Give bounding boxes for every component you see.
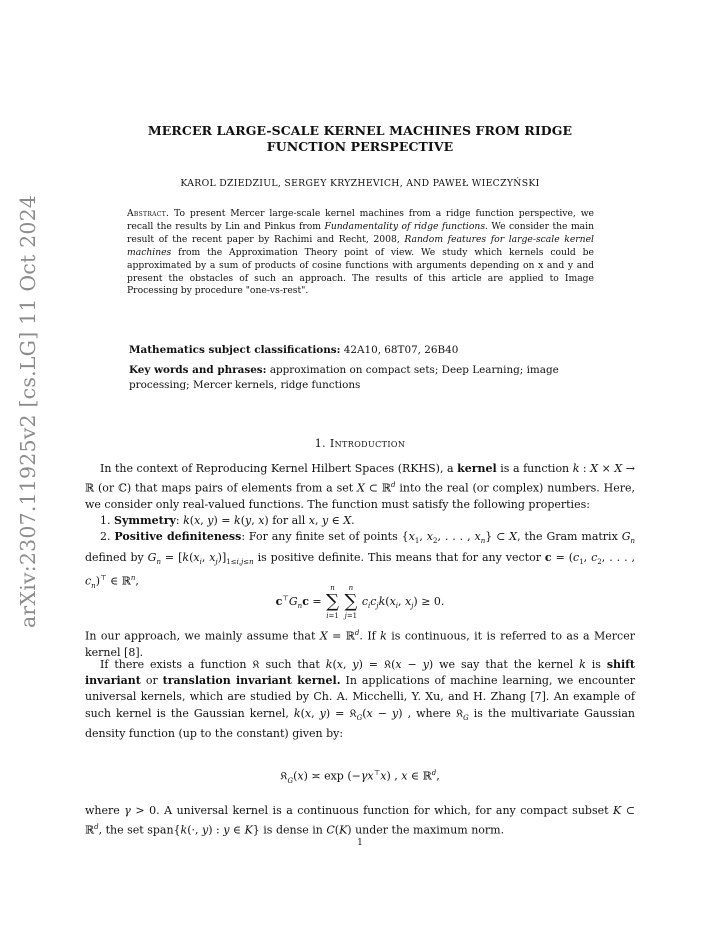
abstract-italic-title-2: Random features for large-scale kernel machines [127, 233, 594, 258]
arxiv-identifier[interactable]: arXiv:2307.11925v2 [cs.LG] 11 Oct 2024 [16, 194, 40, 628]
msc-value: 42A10, 68T07, 26B40 [343, 344, 459, 356]
sum-symbol-i: n ∑ i=1 [326, 584, 339, 620]
title-line-2: FUNCTION PERSPECTIVE [266, 139, 454, 154]
keywords-value: approximation on compact sets; Deep Learning; image processing; Mercer kernels, ridge functions [129, 364, 559, 391]
abstract-italic-title-1: Fundamentality of ridge functions. [324, 220, 488, 232]
paper-title [85, 123, 635, 155]
subject-classification [129, 343, 599, 358]
abstract [127, 208, 594, 298]
intro-paragraph-3: If there exists a function 𝔎 such that k(x, y) = 𝔎(x − y) we say that the kernel k is shift invariant or translation invariant kernel. In applications of machine learning, we encounter universal kernels, which are studied by Ch. A. Micchelli, Y. Xu, and H. Zhang [7]. An example of such kernel is the Gaussian kernel, k(x, y) = 𝔎$_G$(x − y) , where 𝔎$_G$ is the multivariate Gaussian density function (up to the constant) given by: [85, 658, 635, 740]
abstract-label: Abstract. [127, 208, 170, 219]
section-title: Introduction [329, 437, 406, 450]
author-list: KAROL DZIEDZIUL, SERGEY KRYZHEVICH, AND PAWEŁ WIECZYŃSKI [180, 178, 540, 189]
abstract-text-2: We consider the main result of the recent paper by Rachimi and Recht, 2008, [127, 220, 594, 245]
gaussian-equation: 𝔎$_G$(x) ≍ exp (−γx⊤x) , x ∈ ℝ$^d$, [280, 769, 440, 785]
title-line-1: MERCER LARGE-SCALE KERNEL MACHINES FROM RIDGE [147, 123, 573, 138]
keywords-label: Key words and phrases: [129, 364, 267, 376]
intro-paragraph-2: In our approach, we mainly assume that X = ℝ$^d$. If k is continuous, it is referred to as a Mercer kernel [8]. [85, 629, 635, 659]
abstract-text-3: from the Approximation Theory point of view. We study which kernels could be approximated by a sum of products of cosine functions with arguments depending on x and y and present the obstacles of such an approach. The results of this article are applied to Image Processing by procedure "one-vs-rest". [127, 246, 594, 297]
sum-symbol-j: n ∑ j=1 [344, 584, 358, 620]
page-number: 1 [357, 838, 363, 848]
intro-paragraph-4: where γ > 0. A universal kernel is a continuous function for which, for any compact subset K ⊂ ℝ$^d$, the set span{k(·, y) : y ∈ K} is dense in C(K) under the maximum norm. [85, 804, 635, 837]
intro-paragraph-1: In the context of Reproducing Kernel Hilbert Spaces (RKHS), a kernel is a function k : X × X → ℝ (or ℂ) that maps pairs of elements from a set X ⊂ ℝ$^d$ into the real (or complex) numbers. Here, we consider only real-valued functions. The function must satisfy the following properties: 1. Symmetry: k(x, y) = k(y, x) for all x, y ∈ X. 2. Positive definiteness: For any finite set of points {$x_1$, $x_2$, . . . , $x_n$} ⊂ X, the Gram matrix $G_n$ defined by $G_n = [k(x_i$, $x_j)]_{1\le i,j\le n}$ is positive definite. This means that for any vector $c = (c_1$, $c_2$, . . . , $c_n)^⊤$ ∈ ℝ$^n$, [85, 462, 636, 591]
gram-equation: $c^⊤G_nc$ = n ∑ i=1 n ∑ j=1 $c_ic_jk(x_i$, $x_j) \ge 0$. [275, 584, 445, 620]
section-number: 1. [314, 437, 326, 450]
msc-label: Mathematics subject classifications: [129, 344, 341, 356]
keywords [129, 363, 599, 393]
abstract-text-1: To present Mercer large-scale kernel machines from a ridge function perspective, we recall the results by Lin and Pinkus from [127, 208, 594, 232]
section-heading [85, 437, 635, 450]
